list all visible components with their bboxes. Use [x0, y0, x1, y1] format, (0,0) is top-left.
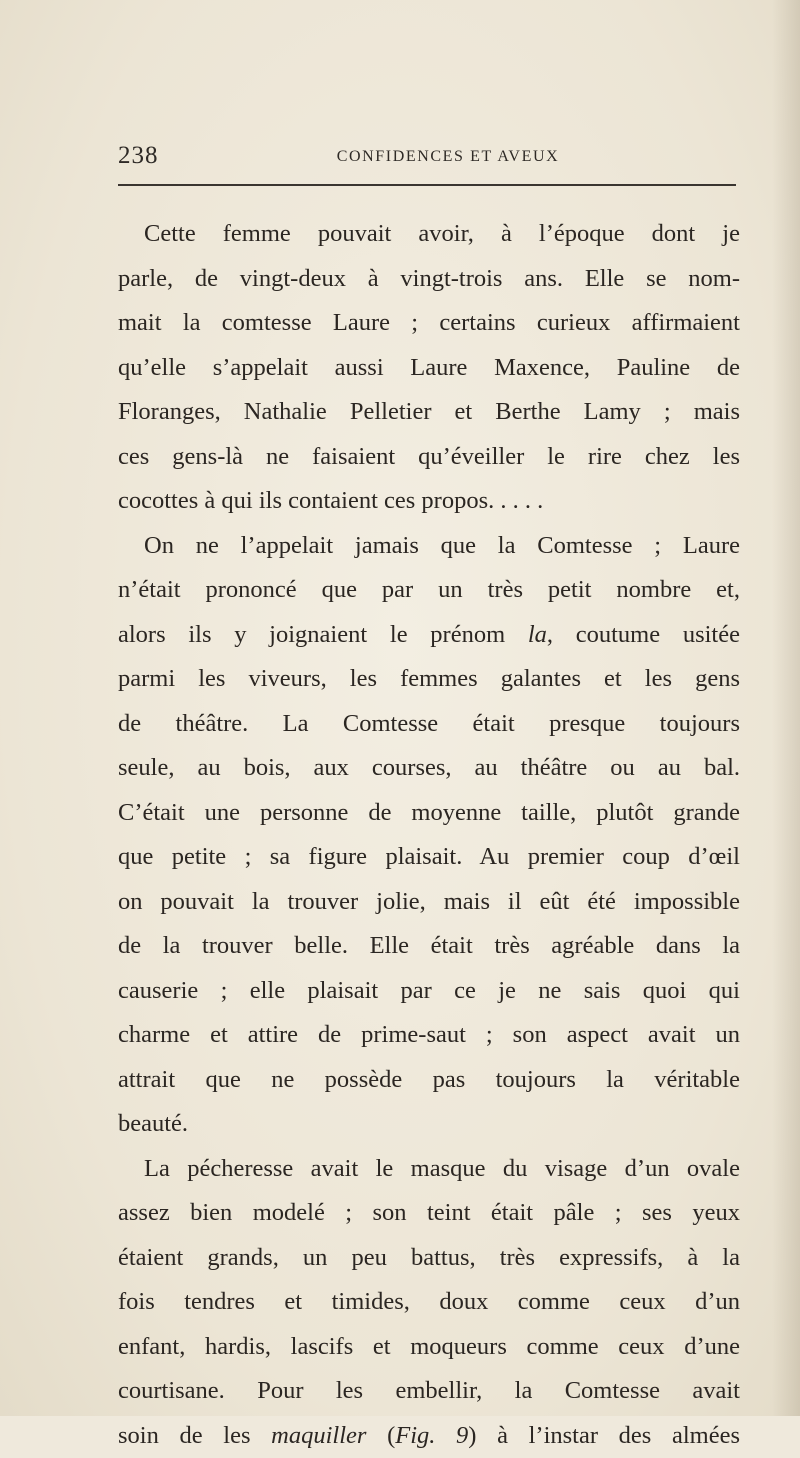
italic-text-segment: la — [528, 621, 547, 648]
text-line — [118, 257, 740, 302]
text-line — [118, 524, 740, 569]
text-segment: soin de les — [118, 1422, 271, 1449]
text-line — [118, 1280, 740, 1325]
text-line — [118, 657, 740, 702]
text-line — [118, 1058, 740, 1103]
page-edge-shadow — [772, 0, 800, 1416]
text-line — [118, 1414, 740, 1458]
text-segment: ( — [366, 1422, 395, 1449]
text-segment: de théâtre. La Comtesse était presque toujours — [118, 710, 740, 737]
text-line — [118, 1325, 740, 1370]
text-segment: Floranges, Nathalie Pelletier et Berthe Lamy ; mais — [118, 398, 740, 425]
text-line — [118, 390, 740, 435]
text-segment: fois tendres et timides, doux comme ceux d’un — [118, 1288, 740, 1315]
text-line — [118, 969, 740, 1014]
text-line — [118, 212, 740, 257]
italic-text-segment: maquiller — [271, 1422, 366, 1449]
text-line — [118, 924, 740, 969]
text-segment: ces gens-là ne faisaient qu’éveiller le rire chez les — [118, 443, 740, 470]
text-segment: alors ils y joignaient le prénom — [118, 621, 528, 648]
text-line — [118, 702, 740, 747]
text-segment: , coutume usitée — [547, 621, 740, 648]
text-segment: Cette femme pouvait avoir, à l’époque dont je — [144, 220, 740, 247]
text-line — [118, 1147, 740, 1192]
text-line — [118, 613, 740, 658]
body-text — [118, 212, 740, 1458]
text-line — [118, 479, 740, 524]
text-segment: enfant, hardis, lascifs et moqueurs comme ceux d’une — [118, 1333, 740, 1360]
text-segment: charme et attire de prime-saut ; son aspect avait un — [118, 1021, 740, 1048]
text-line — [118, 1013, 740, 1058]
text-segment: qu’elle s’appelait aussi Laure Maxence, Pauline de — [118, 354, 740, 381]
text-segment: que petite ; sa figure plaisait. Au premier coup d’œil — [118, 843, 740, 870]
text-segment: cocottes à qui ils contaient ces propos. . . . . — [118, 487, 543, 514]
text-segment: C’était une personne de moyenne taille, plutôt grande — [118, 799, 740, 826]
text-line — [118, 301, 740, 346]
text-segment: de la trouver belle. Elle était très agréable dans la — [118, 932, 740, 959]
text-segment: assez bien modelé ; son teint était pâle ; ses yeux — [118, 1199, 740, 1226]
text-segment: On ne l’appelait jamais que la Comtesse ; Laure — [144, 532, 740, 559]
text-segment: on pouvait la trouver jolie, mais il eût été impossible — [118, 888, 740, 915]
text-line — [118, 835, 740, 880]
text-line — [118, 435, 740, 480]
text-segment: n’était prononcé que par un très petit nombre et, — [118, 576, 740, 603]
text-segment: attrait que ne possède pas toujours la véritable — [118, 1066, 740, 1093]
text-segment: beauté. — [118, 1110, 188, 1137]
header-rule — [118, 184, 736, 186]
text-line — [118, 746, 740, 791]
text-segment: parmi les viveurs, les femmes galantes et les gens — [118, 665, 740, 692]
text-segment: causerie ; elle plaisait par ce je ne sais quoi qui — [118, 977, 740, 1004]
text-line — [118, 1236, 740, 1281]
text-line — [118, 1369, 740, 1414]
italic-text-segment: Fig. 9 — [395, 1422, 468, 1449]
running-title: CONFIDENCES ET AVEUX — [118, 148, 738, 166]
text-segment: ) à l’instar des almées — [468, 1422, 740, 1449]
text-line — [118, 1102, 740, 1147]
text-line — [118, 346, 740, 391]
text-line — [118, 1191, 740, 1236]
text-segment: seule, au bois, aux courses, au théâtre ou au bal. — [118, 754, 740, 781]
text-line — [118, 791, 740, 836]
text-segment: La pécheresse avait le masque du visage d’un ovale — [144, 1155, 740, 1182]
running-header — [118, 142, 738, 174]
text-segment: courtisane. Pour les embellir, la Comtesse avait — [118, 1377, 740, 1404]
text-line — [118, 568, 740, 613]
text-segment: mait la comtesse Laure ; certains curieux affirmaient — [118, 309, 740, 336]
text-line — [118, 880, 740, 925]
page-number: 238 — [118, 142, 159, 170]
text-segment: étaient grands, un peu battus, très expressifs, à la — [118, 1244, 740, 1271]
text-segment: parle, de vingt-deux à vingt-trois ans. Elle se nom- — [118, 265, 740, 292]
